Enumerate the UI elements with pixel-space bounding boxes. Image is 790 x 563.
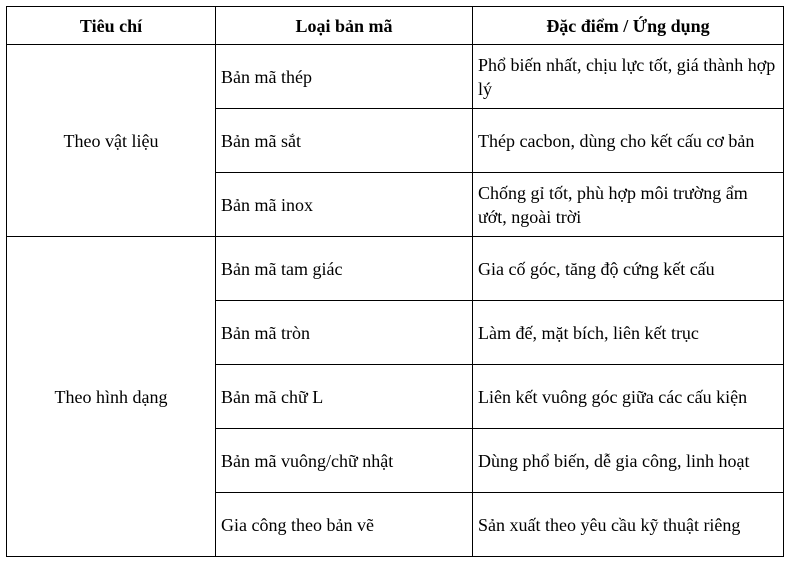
table-row [7, 45, 784, 109]
description-cell: Liên kết vuông góc giữa các cấu kiện [473, 365, 784, 429]
criterion-cell: Theo hình dạng [7, 237, 216, 557]
description-cell: Làm đế, mặt bích, liên kết trục [473, 301, 784, 365]
classification-table [6, 6, 784, 557]
plate-type-cell: Bản mã vuông/chữ nhật [216, 429, 473, 493]
description-cell: Dùng phổ biến, dễ gia công, linh hoạt [473, 429, 784, 493]
header-plate-type: Loại bản mã [216, 7, 473, 45]
plate-type-cell: Bản mã thép [216, 45, 473, 109]
plate-type-cell: Bản mã tam giác [216, 237, 473, 301]
plate-type-cell: Gia công theo bản vẽ [216, 493, 473, 557]
header-row [7, 7, 784, 45]
plate-type-cell: Bản mã sắt [216, 109, 473, 173]
header-features-usage: Đặc điểm / Ứng dụng [473, 7, 784, 45]
description-cell: Sản xuất theo yêu cầu kỹ thuật riêng [473, 493, 784, 557]
description-cell: Thép cacbon, dùng cho kết cấu cơ bản [473, 109, 784, 173]
plate-type-cell: Bản mã inox [216, 173, 473, 237]
description-cell: Chống gỉ tốt, phù hợp môi trường ẩm ướt, ngoài trời [473, 173, 784, 237]
table-row [7, 237, 784, 301]
plate-type-cell: Bản mã chữ L [216, 365, 473, 429]
description-cell: Gia cố góc, tăng độ cứng kết cấu [473, 237, 784, 301]
criterion-cell: Theo vật liệu [7, 45, 216, 237]
header-criterion: Tiêu chí [7, 7, 216, 45]
plate-type-cell: Bản mã tròn [216, 301, 473, 365]
description-cell: Phổ biến nhất, chịu lực tốt, giá thành hợp lý [473, 45, 784, 109]
